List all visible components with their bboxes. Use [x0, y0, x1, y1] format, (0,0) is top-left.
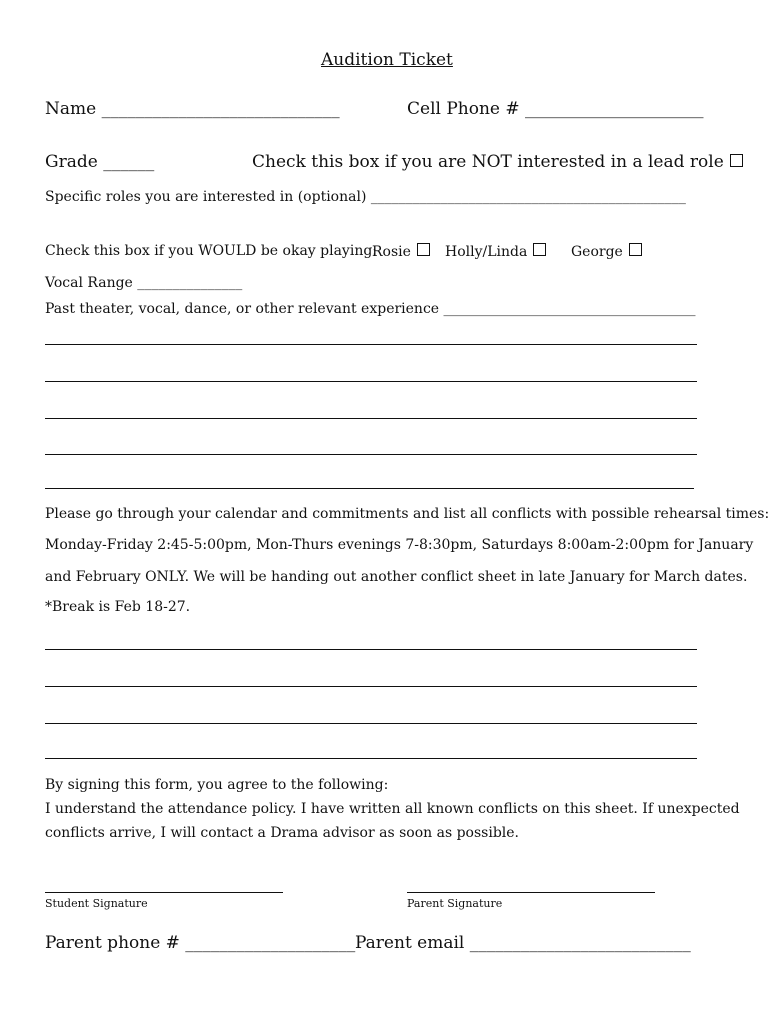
okay-playing-label: Check this box if you WOULD be okay playing: [45, 243, 378, 259]
conflict-line[interactable] [45, 723, 697, 724]
agreement-text-1: I understand the attendance policy. I have written all known conflicts on this sheet. If unexpected [45, 801, 740, 817]
break-note: *Break is Feb 18-27. [45, 599, 191, 615]
role-option-george [571, 243, 642, 260]
conflicts-instructions-2: Monday-Friday 2:45-5:00pm, Mon-Thurs evenings 7-8:30pm, Saturdays 8:00am-2:00pm for January [45, 537, 754, 553]
cell-phone-field[interactable]: Cell Phone # _____________________ [407, 99, 704, 119]
experience-line[interactable] [45, 344, 697, 345]
parent-signature-line[interactable] [407, 892, 655, 893]
conflicts-instructions-3: and February ONLY. We will be handing out another conflict sheet in late January for March dates. [45, 569, 748, 585]
okay-playing-row [45, 243, 377, 259]
experience-line[interactable] [45, 488, 694, 489]
no-lead-role-checkbox[interactable] [730, 154, 743, 167]
experience-field[interactable]: Past theater, vocal, dance, or other relevant experience ____________________________________ [45, 301, 696, 317]
agreement-text-2: conflicts arrive, I will contact a Drama advisor as soon as possible. [45, 825, 519, 841]
conflict-line[interactable] [45, 758, 697, 759]
grade-field[interactable]: Grade ______ [45, 152, 155, 172]
role-label: Rosie [372, 244, 411, 260]
name-field[interactable]: Name ____________________________ [45, 99, 340, 119]
role-option-holly-linda [445, 243, 546, 260]
conflict-line[interactable] [45, 686, 697, 687]
experience-line[interactable] [45, 381, 697, 382]
role-label: George [571, 244, 623, 260]
conflict-line[interactable] [45, 649, 697, 650]
specific-roles-field[interactable]: Specific roles you are interested in (optional) _____________________________________________ [45, 189, 686, 205]
vocal-range-field[interactable]: Vocal Range _______________ [45, 275, 243, 291]
role-label: Holly/Linda [445, 244, 528, 260]
page-title: Audition Ticket [321, 50, 453, 70]
student-signature-label: Student Signature [45, 897, 148, 910]
no-lead-role-label: Check this box if you are NOT interested in a lead role [252, 152, 724, 172]
student-signature-line[interactable] [45, 892, 283, 893]
george-checkbox[interactable] [629, 243, 642, 256]
conflicts-instructions-1: Please go through your calendar and commitments and list all conflicts with possible rehearsal times: [45, 506, 770, 522]
parent-email-field[interactable]: Parent email __________________________ [355, 933, 691, 953]
no-lead-role-row [252, 152, 743, 172]
experience-line[interactable] [45, 454, 697, 455]
rosie-checkbox[interactable] [417, 243, 430, 256]
holly-linda-checkbox[interactable] [533, 243, 546, 256]
parent-signature-label: Parent Signature [407, 897, 503, 910]
parent-phone-field[interactable]: Parent phone # ____________________ [45, 933, 356, 953]
role-option-rosie [372, 243, 430, 260]
agreement-intro: By signing this form, you agree to the following: [45, 777, 389, 793]
experience-line[interactable] [45, 418, 697, 419]
